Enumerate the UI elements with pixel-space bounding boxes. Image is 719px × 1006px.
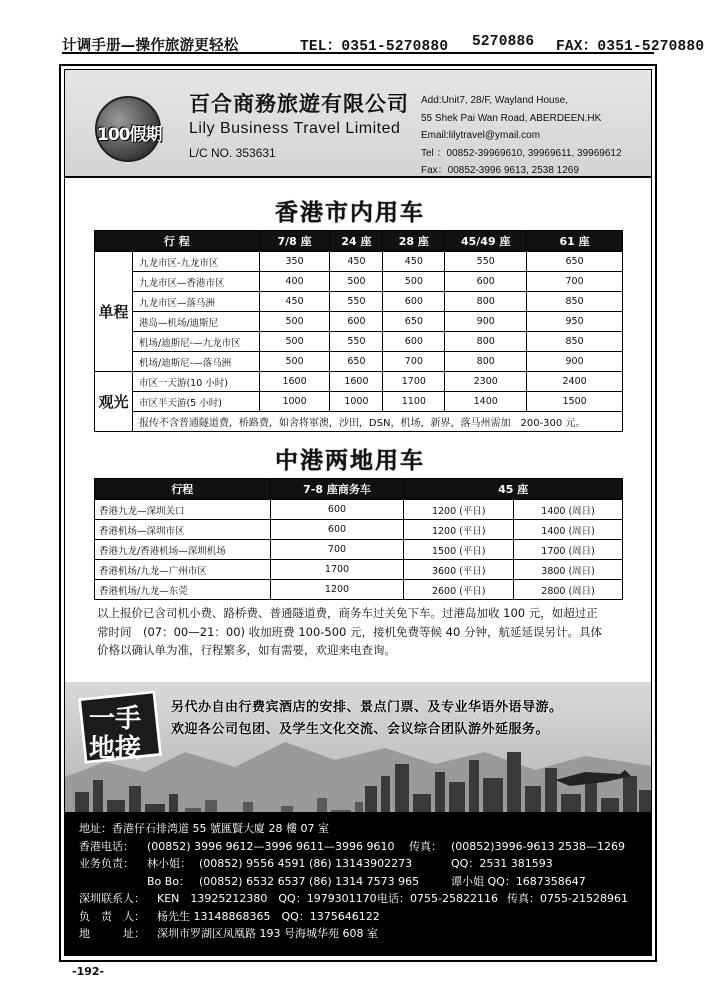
price-cell: 850 (527, 292, 623, 312)
lin-qq: QQ：2531 381593 (451, 857, 553, 870)
price-cell: 700 (270, 540, 404, 560)
price-cell: 950 (527, 312, 623, 332)
sz-label: 深圳联系人： (79, 892, 145, 905)
table-row (95, 372, 623, 392)
price-cell: 450 (259, 292, 330, 312)
price-cell: 3600 (平日) (404, 560, 514, 580)
price-cell: 1700 (383, 372, 445, 392)
company-contact (421, 92, 622, 180)
contact-footer (65, 812, 652, 956)
top-fax: FAX：0351-5270880 (556, 39, 705, 55)
price-cell: 550 (445, 252, 527, 272)
lin-name: 林小姐： (147, 857, 191, 870)
resp-label: 负 责 人： (79, 909, 145, 923)
price-cell: 700 (383, 352, 445, 372)
price-cell: 3800 (周日) (514, 560, 623, 580)
price-cell: 600 (330, 312, 383, 332)
logo-text-2: 地接 (89, 734, 142, 764)
price-cell: 650 (383, 312, 445, 332)
top-rule (62, 52, 654, 54)
ad-line-2: 欢迎各公司包团、及学生文化交流、会议综合团队游外延服务。 (171, 722, 550, 737)
top-tel-extra: 5270886 (472, 34, 535, 50)
price-cell: 600 (270, 520, 404, 540)
price-cell: 1200 (270, 580, 404, 600)
price-cell: 1200 (平日) (404, 500, 514, 520)
route-cell: 市区一天游(10 小时) (132, 372, 259, 392)
table-row (95, 520, 623, 540)
pricing-note (97, 604, 623, 660)
hk-fax: (00852)3996-9613 2538—1269 (451, 839, 626, 853)
route-cell: 九龙市区—香港市区 (132, 272, 259, 292)
company-header (65, 70, 652, 178)
price-cell: 1400 (周日) (514, 500, 623, 520)
pricing-note-line: 常时间 (07：00—21：00) 收加班费 100-500 元，接机免费等候 40 分钟，航延延误另计。具体 (97, 624, 602, 639)
address-line-2: 55 Shek Pai Wan Road, ABERDEEN.HK (421, 112, 602, 124)
sz-ken: KEN 13925212380 QQ：1979301170 (157, 892, 377, 905)
ad-line-1: 另代办自由行费宾酒店的安排、景点门票、及专业华语外语导游。 (171, 700, 563, 715)
price-cell: 500 (259, 352, 330, 372)
route-cell: 香港九龙/香港机场—深圳机场 (95, 540, 271, 560)
price-cell: 550 (330, 332, 383, 352)
price-cell: 500 (259, 332, 330, 352)
price-cell: 800 (445, 352, 527, 372)
hk-address: 地址：香港仔石排湾道 55 號匯賢大廈 28 樓 07 室 (79, 822, 329, 835)
pricing-note-line: 价格以确认单为准，行程繁多，如有需要，欢迎来电查询。 (97, 643, 396, 657)
col-7-8: 7/8 座 (259, 231, 330, 252)
footer-row (79, 890, 652, 908)
price-cell: 1000 (330, 392, 383, 412)
route-cell: 香港机场/九龙—东莞 (95, 580, 271, 600)
col-45-49: 45/49 座 (445, 231, 527, 252)
col-45: 45 座 (404, 479, 623, 500)
license-number: L/C NO. 353631 (189, 146, 276, 160)
price-cell: 900 (527, 352, 623, 372)
price-cell: 1100 (383, 392, 445, 412)
price-cell: 1600 (330, 372, 383, 392)
price-cell: 550 (330, 292, 383, 312)
table-row (95, 560, 623, 580)
table-header-row (95, 231, 623, 252)
table-row (95, 332, 623, 352)
hk-price-table (94, 230, 623, 432)
col-24: 24 座 (330, 231, 383, 252)
route-cell: 市区半天游(5 小时) (132, 392, 259, 412)
footer-row (79, 908, 652, 926)
company-name-cn: 百合商務旅遊有限公司 (189, 92, 409, 116)
sz-tel: 电话：0755-25822116 (377, 892, 498, 905)
sz-address: 深圳市罗湖区凤凰路 193 号海城华苑 608 室 (157, 927, 378, 940)
price-cell: 1400 (周日) (514, 520, 623, 540)
handbook-title: 计调手册—操作旅游更轻松 (62, 38, 239, 54)
price-cell: 400 (259, 272, 330, 292)
price-cell: 2800 (周日) (514, 580, 623, 600)
route-cell: 香港九龙—深圳关口 (95, 500, 271, 520)
hk-fax-label: 传真： (409, 839, 442, 853)
price-cell: 2400 (527, 372, 623, 392)
table-row (95, 580, 623, 600)
sz-addr-label: 地 址： (79, 927, 145, 940)
price-cell: 700 (527, 272, 623, 292)
price-cell: 500 (259, 312, 330, 332)
col-61: 61 座 (527, 231, 623, 252)
price-cell: 500 (383, 272, 445, 292)
sz-fax: 传真：0755-21528961 (507, 892, 628, 905)
price-cell: 1400 (445, 392, 527, 412)
price-cell: 1500 (527, 392, 623, 412)
footer-row (79, 925, 652, 943)
table-note-row (95, 412, 623, 432)
email: Email:lilytravel@ymail.com (421, 130, 541, 141)
table-row (95, 540, 623, 560)
logo-text-1: 一手 (89, 704, 142, 734)
phone: Tel ：00852-39969610, 39969611, 39969612 (421, 147, 622, 159)
price-cell: 450 (330, 252, 383, 272)
price-cell: 1600 (259, 372, 330, 392)
price-cell: 450 (383, 252, 445, 272)
price-cell: 600 (270, 500, 404, 520)
price-cell: 350 (259, 252, 330, 272)
route-cell: 九龙市区-九龙市区 (132, 252, 259, 272)
table-header-row (95, 479, 623, 500)
table-row (95, 272, 623, 292)
top-tel: TEL：0351-5270880 (300, 39, 449, 55)
group-single: 单程 (95, 252, 133, 372)
route-cell: 机场/迪斯尼-—落马洲 (132, 352, 259, 372)
resp-person: 杨先生 13148868365 QQ：1375646122 (157, 909, 380, 923)
route-cell: 香港机场—深圳市区 (95, 520, 271, 540)
price-cell: 850 (527, 332, 623, 352)
table-row (95, 392, 623, 412)
section-title-cross-border: 中港两地用车 (275, 448, 425, 474)
address-line-1: Add:Unit7, 28/F, Wayland House, (421, 95, 568, 106)
cross-border-table (94, 478, 623, 600)
table-row (95, 292, 623, 312)
bobo-name: Bo Bo： (147, 874, 191, 888)
group-tour: 观光 (95, 372, 133, 432)
price-cell: 600 (383, 332, 445, 352)
col-28: 28 座 (383, 231, 445, 252)
price-cell: 800 (445, 292, 527, 312)
company-name-en: Lily Business Travel Limited (189, 120, 401, 137)
badge-text: 100假期 (97, 125, 162, 145)
table-note: 报传不含普通隧道费，桥路费，如舍将軍澳，沙田，DSN，机场，新界，落马州需加 200-300 元。 (132, 412, 622, 432)
price-cell: 650 (330, 352, 383, 372)
table-row (95, 500, 623, 520)
route-cell: 机场/迪斯尼-—九龙市区 (132, 332, 259, 352)
price-cell: 1700 (270, 560, 404, 580)
table-row (95, 252, 623, 272)
hk-phone: (00852) 3996 9612—3996 9611—3996 9610 (147, 839, 395, 853)
bobo-qq: 谭小姐 QQ：1687358647 (451, 874, 586, 888)
price-cell: 1000 (259, 392, 330, 412)
route-cell: 港岛—机场/迪斯尼 (132, 312, 259, 332)
section-title-hk: 香港市内用车 (275, 200, 425, 226)
table-row (95, 312, 623, 332)
footer-row (79, 838, 652, 856)
footer-row (79, 873, 652, 891)
footer-row (79, 855, 652, 873)
price-cell: 600 (445, 272, 527, 292)
price-cell: 650 (527, 252, 623, 272)
pricing-note-line: 以上报价已含司机小费、路桥费、普通隧道费，商务车过关免下车。过港岛加收 100 元，如超过正 (97, 606, 598, 620)
price-cell: 800 (445, 332, 527, 352)
price-cell: 1700 (周日) (514, 540, 623, 560)
price-cell: 1200 (平日) (404, 520, 514, 540)
footer-row (79, 820, 652, 838)
price-cell: 500 (330, 272, 383, 292)
hk-phone-label: 香港电话： (79, 839, 134, 853)
price-cell: 2300 (445, 372, 527, 392)
route-cell: 香港机场/九龙—广州市区 (95, 560, 271, 580)
col-7-8-business: 7-8 座商务车 (270, 479, 404, 500)
lin-phone: (00852) 9556 4591 (86) 13143902273 (199, 857, 413, 870)
price-cell: 2600 (平日) (404, 580, 514, 600)
page-number: -192- (72, 965, 105, 978)
price-cell: 1500 (平日) (404, 540, 514, 560)
biz-label: 业务负责： (79, 857, 134, 870)
price-cell: 600 (383, 292, 445, 312)
fax: Fax：00852-3996 9613, 2538 1269 (421, 165, 579, 176)
price-cell: 900 (445, 312, 527, 332)
route-cell: 九龙市区—落马洲 (132, 292, 259, 312)
table-row (95, 352, 623, 372)
bobo-phone: (00852) 6532 6537 (86) 1314 7573 965 (199, 874, 420, 888)
col-route: 行程 (95, 479, 271, 500)
col-route: 行 程 (95, 231, 260, 252)
ad-page (64, 69, 652, 956)
